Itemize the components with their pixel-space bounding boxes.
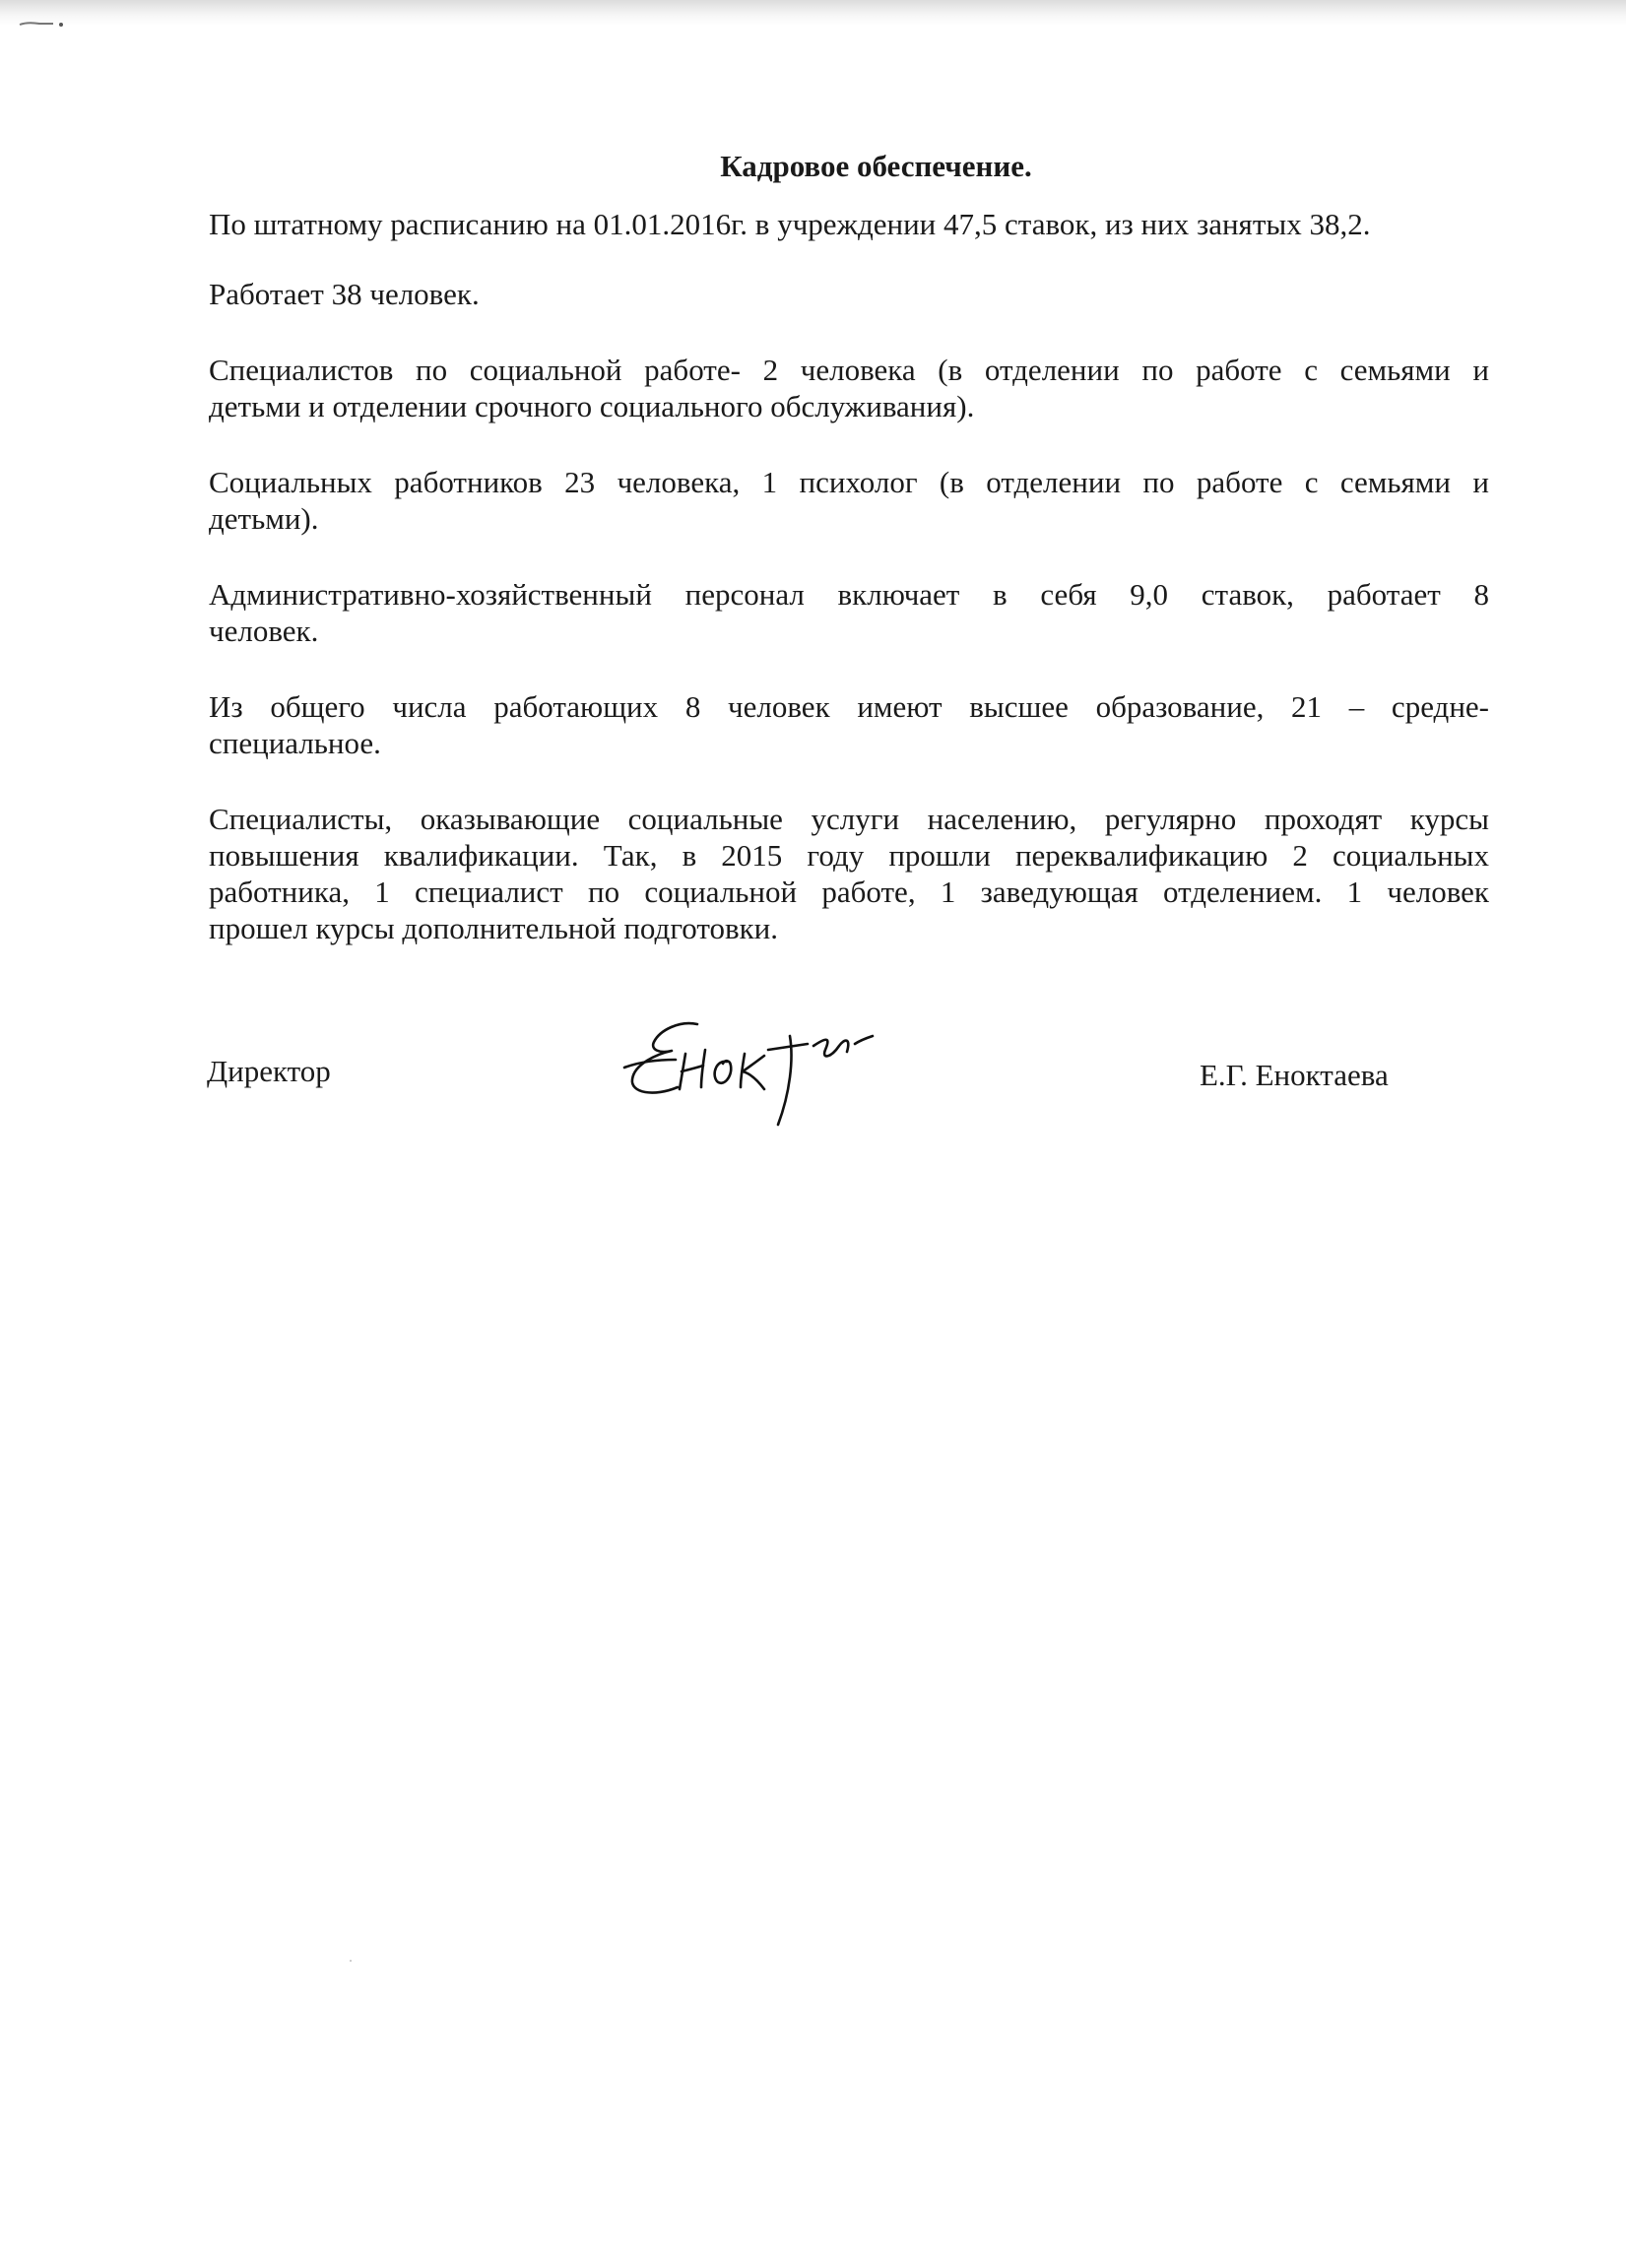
paragraph-training	[209, 801, 1489, 946]
signatory-role: Директор	[207, 1054, 331, 1088]
paragraph-social-workers	[209, 464, 1489, 537]
paragraph-line: работника, 1 специалист по социальной работе, 1 заведующая отделением. 1 человек	[209, 875, 1489, 909]
document-body	[209, 148, 1489, 986]
paragraph-social-work-specialists	[209, 352, 1489, 424]
paragraph-line: Специалистов по социальной работе- 2 человека (в отделении по работе с семьями и	[209, 353, 1489, 387]
paragraph-line: повышения квалификации. Так, в 2015 году прошли переквалификацию 2 социальных	[209, 838, 1489, 873]
paragraph-line: детьми).	[209, 501, 319, 536]
paragraph-admin-staff	[209, 576, 1489, 649]
paragraph-line: Специалисты, оказывающие социальные услуги населению, регулярно проходят курсы	[209, 802, 1489, 836]
paragraph-line: По штатному расписанию на 01.01.2016г. в учреждении 47,5 ставок, из них занятых 38,2.	[209, 207, 1371, 241]
paragraph-line: прошел курсы дополнительной подготовки.	[209, 911, 779, 945]
paragraph-line: специальное.	[209, 726, 381, 760]
document-title: Кадровое обеспечение.	[720, 149, 1032, 183]
paragraph-line: Административно-хозяйственный персонал включает в себя 9,0 ставок, работает 8	[209, 577, 1489, 612]
paragraph-staffing	[209, 206, 1489, 242]
paragraph-line: человек.	[209, 614, 319, 648]
paragraph-headcount	[209, 276, 1489, 312]
handwritten-signature	[620, 1003, 901, 1131]
paragraph-education	[209, 688, 1489, 761]
signatory-name: Е.Г. Еноктаева	[1200, 1058, 1389, 1092]
scan-speck	[350, 1960, 352, 1962]
paragraph-line: Из общего числа работающих 8 человек имеют высшее образование, 21 – средне-	[209, 689, 1489, 724]
paragraph-line: Социальных работников 23 человека, 1 психолог (в отделении по работе с семьями и	[209, 465, 1489, 499]
paragraph-line: детьми и отделении срочного социального обслуживания).	[209, 389, 975, 423]
paragraph-line: Работает 38 человек.	[209, 277, 480, 311]
